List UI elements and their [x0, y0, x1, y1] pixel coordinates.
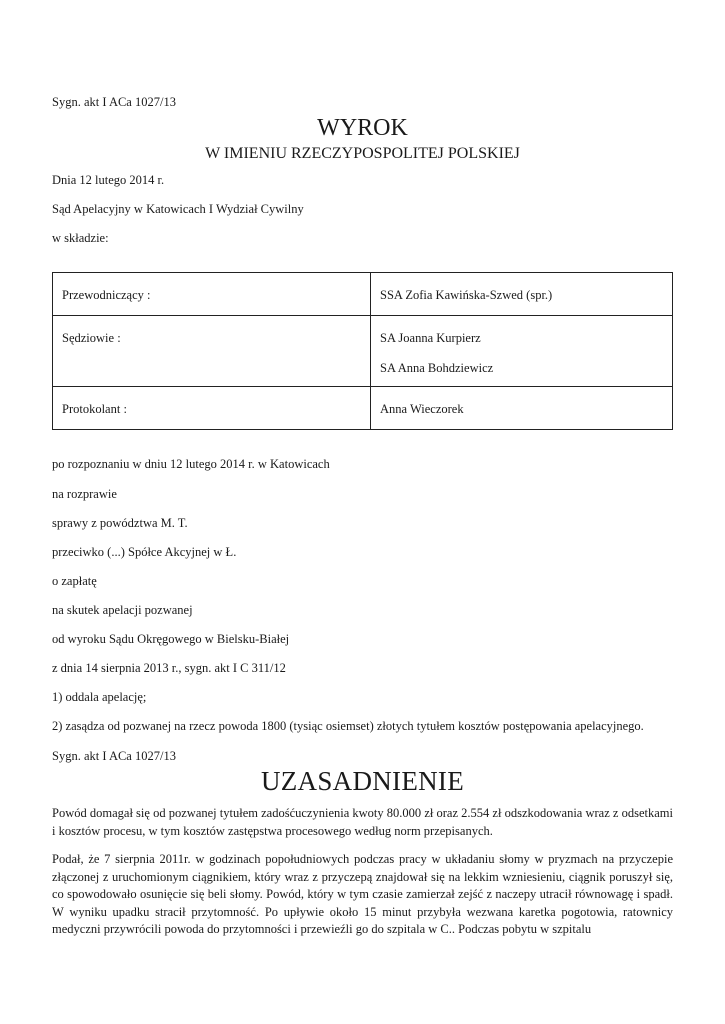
case-signature: Sygn. akt I ACa 1027/13: [52, 95, 176, 109]
table-row: [53, 316, 673, 387]
justification-title: UZASADNIENIE: [260, 766, 465, 796]
lower-court-line: od wyroku Sądu Okręgowego w Bielsku-Białej: [52, 632, 290, 646]
panel-name: Anna Wieczorek: [380, 402, 464, 416]
considered-line: po rozpoznaniu w dniu 12 lutego 2014 r. w Katowicach: [52, 457, 330, 471]
table-row: [53, 387, 673, 430]
case-signature-2: Sygn. akt I ACa 1027/13: [52, 749, 176, 763]
subject-line: o zapłatę: [52, 574, 97, 588]
against-line: przeciwko (...) Spółce Akcyjnej w Ł.: [52, 545, 237, 559]
lower-judgment-line: z dnia 14 sierpnia 2013 r., sygn. akt I C 311/12: [52, 661, 286, 675]
panel-role: Sędziowie :: [53, 316, 371, 387]
panel-names: [371, 316, 673, 387]
justification-paragraph-2: Podał, że 7 sierpnia 2011r. w godzinach popołudniowych podczas pracy w układaniu słomy w pryzmach na przyczepie złączonej z uruchomionym ciągnikiem, który wraz z przyczepą znajdował się na lekkim wzniesieniu, ciągnik poruszył się, co spowodowało osunięcie się beli słomy. Powód, który w tym czasie zamierzał zejść z naczepy utracił równowagę i spadł. W wyniku upadku stracił przytomność. Po upływie około 15 minut przybyła wezwana karetka pogotowia, ratownicy medyczni przywrócili powoda do przytomności i przewieźli go do szpitala w C.. Podczas pobytu w szpitalu: [52, 852, 673, 937]
panel-name: SA Anna Bohdziewicz: [380, 361, 494, 375]
case-line: sprawy z powództwa M. T.: [52, 516, 188, 530]
appeal-line: na skutek apelacji pozwanej: [52, 603, 193, 617]
court-name: Sąd Apelacyjny w Katowicach I Wydział Cywilny: [52, 202, 304, 216]
ruling-item-1: 1) oddala apelację;: [52, 690, 147, 704]
table-row: [53, 273, 673, 316]
judgment-date: Dnia 12 lutego 2014 r.: [52, 173, 165, 187]
court-panel-table: [52, 272, 673, 430]
justification-paragraph-1: Powód domagał się od pozwanej tytułem zadośćuczynienia kwoty 80.000 zł oraz 2.554 zł odszkodowania wraz z odsetkami i kosztów procesu, w tym kosztów zastępstwa procesowego według norm przepisanych.: [52, 806, 673, 838]
panel-names: [371, 273, 673, 316]
panel-role: Przewodniczący :: [53, 273, 371, 316]
ruling-item-2: 2) zasądza od pozwanej na rzecz powoda 1800 (tysiąc osiemset) złotych tytułem kosztów postępowania apelacyjnego.: [52, 719, 644, 733]
hearing-line: na rozprawie: [52, 487, 117, 501]
panel-role: Protokolant :: [53, 387, 371, 430]
panel-name: SSA Zofia Kawińska-Szwed (spr.): [380, 288, 553, 302]
composition-label: w składzie:: [52, 231, 109, 245]
panel-name: SA Joanna Kurpierz: [380, 331, 481, 345]
judgment-subtitle: W IMIENIU RZECZYPOSPOLITEJ POLSKIEJ: [205, 145, 520, 162]
panel-names: [371, 387, 673, 430]
judgment-title: WYROK: [317, 115, 408, 141]
